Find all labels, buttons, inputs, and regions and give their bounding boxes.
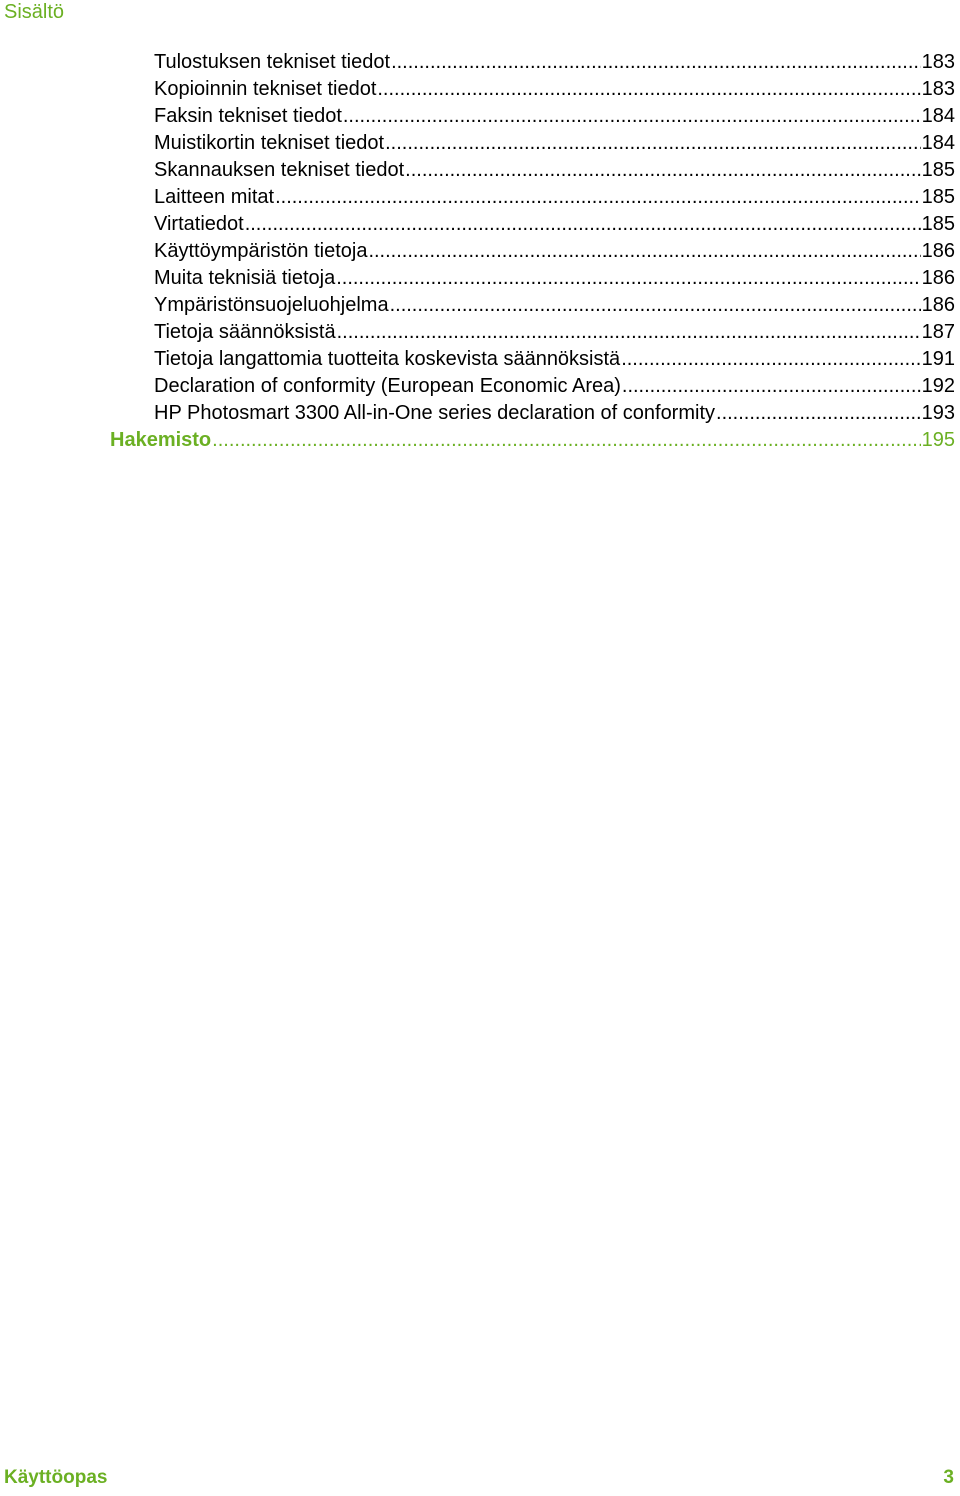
toc-chapter-entry[interactable] (0, 427, 955, 454)
toc-entry[interactable] (0, 400, 955, 427)
toc-entry-page: 184 (921, 132, 955, 154)
toc-entry-page: 192 (921, 375, 955, 397)
toc-entry-page: 187 (921, 321, 955, 343)
toc-dot-leader (390, 292, 921, 319)
toc-chapter-page: 195 (921, 429, 955, 451)
toc-entry-page: 186 (921, 294, 955, 316)
toc-entry-label: Faksin tekniset tiedot (154, 105, 342, 127)
toc-dot-leader (622, 373, 921, 400)
toc-dot-leader (377, 76, 920, 103)
toc-dot-leader (716, 400, 921, 427)
toc-entry[interactable] (0, 184, 955, 211)
toc-entry-label: Muistikortin tekniset tiedot (154, 132, 385, 154)
toc-entry-page: 183 (921, 78, 955, 100)
toc-dot-leader (368, 238, 920, 265)
toc-entry-label: HP Photosmart 3300 All-in-One series declaration of conformity (154, 402, 716, 424)
toc-entry-label: Skannauksen tekniset tiedot (154, 159, 405, 181)
toc-entry[interactable] (0, 103, 955, 130)
toc-entry-page: 186 (921, 267, 955, 289)
toc-entry[interactable] (0, 373, 955, 400)
toc-entry[interactable] (0, 319, 955, 346)
toc-dot-leader (391, 49, 921, 76)
toc-entry[interactable] (0, 238, 955, 265)
toc-entry[interactable] (0, 211, 955, 238)
toc-dot-leader (212, 427, 920, 454)
toc-dot-leader (336, 265, 920, 292)
toc-entry-label: Tietoja säännöksistä (154, 321, 336, 343)
toc-dot-leader (385, 130, 921, 157)
toc-dot-leader (621, 346, 920, 373)
toc-entry-page: 185 (921, 159, 955, 181)
toc-entry-label: Virtatiedot (154, 213, 244, 235)
toc-entry-label: Declaration of conformity (European Economic Area) (154, 375, 621, 397)
toc-entry-page: 193 (921, 402, 955, 424)
toc-entry-label: Kopioinnin tekniset tiedot (154, 78, 377, 100)
toc-dot-leader (405, 157, 920, 184)
table-of-contents (0, 49, 960, 454)
toc-dot-leader (343, 103, 921, 130)
toc-entry-page: 183 (921, 51, 955, 73)
toc-entry-page: 185 (921, 186, 955, 208)
page-header-title: Sisältö (4, 1, 65, 23)
toc-entry-label: Käyttöympäristön tietoja (154, 240, 368, 262)
toc-entry[interactable] (0, 130, 955, 157)
toc-entry-label: Ympäristönsuojeluohjelma (154, 294, 389, 316)
toc-chapter-label: Hakemisto (110, 429, 212, 451)
footer-page-number: 3 (943, 1467, 954, 1488)
toc-entry-page: 186 (921, 240, 955, 262)
toc-entry-page: 184 (921, 105, 955, 127)
toc-dot-leader (337, 319, 921, 346)
toc-entry[interactable] (0, 346, 955, 373)
toc-entry[interactable] (0, 292, 955, 319)
toc-dot-leader (275, 184, 921, 211)
toc-entry-label: Tietoja langattomia tuotteita koskevista säännöksistä (154, 348, 621, 370)
toc-entry[interactable] (0, 265, 955, 292)
toc-entry[interactable] (0, 157, 955, 184)
toc-entry-page: 191 (921, 348, 955, 370)
toc-entry-page: 185 (921, 213, 955, 235)
toc-dot-leader (245, 211, 921, 238)
toc-entry-label: Tulostuksen tekniset tiedot (154, 51, 391, 73)
footer-guide-title: Käyttöopas (4, 1467, 108, 1488)
toc-entry[interactable] (0, 76, 955, 103)
toc-entry-label: Laitteen mitat (154, 186, 275, 208)
toc-entry-label: Muita teknisiä tietoja (154, 267, 336, 289)
toc-entry[interactable] (0, 49, 955, 76)
